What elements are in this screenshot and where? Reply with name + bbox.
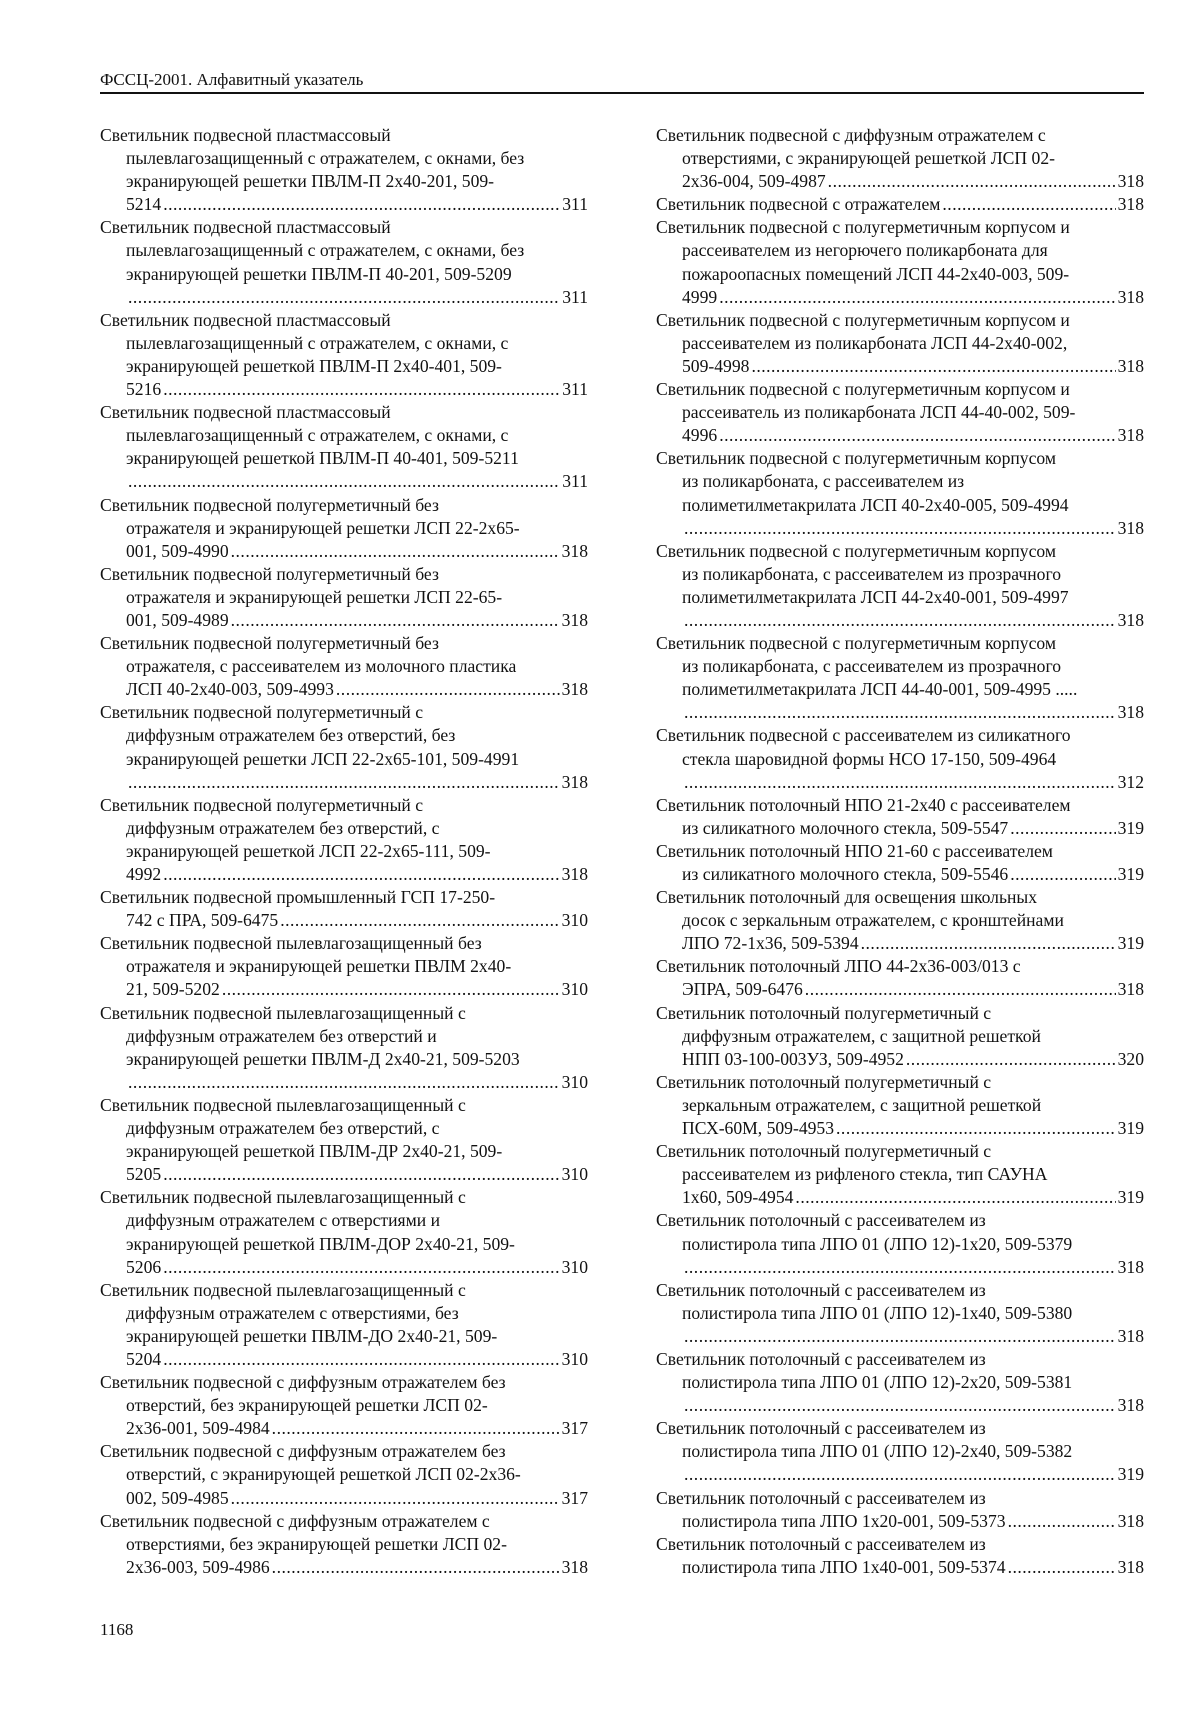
entry-text-line: Светильник потолочный НПО 21-2х40 с рассеивателем: [656, 794, 1071, 815]
entry-text-line: Светильник потолочный с рассеивателем из: [656, 1210, 986, 1231]
entry-last-text: 742 с ПРА, 509-6475: [126, 910, 279, 931]
entry-page-ref: 310: [561, 1071, 588, 1092]
entry-leader-line: [656, 193, 1144, 216]
entry-text-line: диффузным отражателем с отверстиями, без: [126, 1302, 459, 1323]
entry-page-ref: 319: [1117, 933, 1144, 954]
entry-leader-line: [682, 1394, 1144, 1417]
entry-last-text: 5205: [126, 1164, 162, 1185]
entry-text-line: экранирующей решетки ПВЛМ-П 2х40-201, 509-: [126, 171, 495, 192]
index-entry: [656, 1002, 1144, 1071]
entry-text-line: стекла шаровидной формы НСО 17-150, 509-4964: [682, 748, 1057, 769]
dot-leader: [684, 609, 1116, 632]
dot-leader: [836, 1117, 1116, 1140]
index-entry: [100, 1440, 588, 1509]
entry-text-line: экранирующей решеткой ПВЛМ-ДОР 2х40-21, 509-: [126, 1233, 515, 1254]
dot-leader: [163, 1348, 559, 1371]
entry-leader-line: [126, 286, 588, 309]
entry-page-ref: 319: [1117, 817, 1144, 838]
entry-page-ref: 310: [561, 979, 588, 1000]
entry-page-ref: 318: [561, 1556, 588, 1577]
index-entry: [656, 886, 1144, 955]
entry-page-ref: 311: [562, 471, 588, 492]
entry-text-line: экранирующей решетки ПВЛМ-ДО 2х40-21, 509-: [126, 1325, 498, 1346]
entry-last-text: 001, 509-4990: [126, 540, 229, 561]
dot-leader: [222, 978, 560, 1001]
entry-page-ref: 318: [1117, 1256, 1144, 1277]
entry-text-line: рассеиватель из поликарбоната ЛСП 44-40-002, 509-: [682, 402, 1076, 423]
entry-last-text: 4999: [682, 286, 718, 307]
entry-text-line: пылевлагозащищенный с отражателем, с окнами, с: [126, 425, 509, 446]
entry-text-line: Светильник подвесной пластмассовый: [100, 309, 391, 330]
entry-text-line: диффузным отражателем с отверстиями и: [126, 1210, 440, 1231]
entry-last-text: 2х36-004, 509-4987: [682, 171, 826, 192]
dot-leader: [684, 771, 1116, 794]
entry-leader-line: [126, 863, 588, 886]
entry-text-line: экранирующей решеткой ПВЛМ-П 2х40-401, 509-: [126, 355, 502, 376]
dot-leader: [272, 1556, 560, 1579]
entry-last-text: 5206: [126, 1256, 162, 1277]
entry-leader-line: [682, 1256, 1144, 1279]
entry-text-line: полиметилметакрилата ЛСП 40-2х40-005, 509-4994: [682, 494, 1069, 515]
entry-text-line: Светильник подвесной полугерметичный без: [100, 563, 439, 584]
entry-text-line: Светильник потолочный полугерметичный с: [656, 1141, 992, 1162]
entry-text-line: Светильник потолочный с рассеивателем из: [656, 1533, 986, 1554]
index-entry: [656, 124, 1144, 193]
entry-leader-line: [126, 978, 588, 1001]
entry-text-line: полистирола типа ЛПО 01 (ЛПО 12)-2х40, 509-5382: [682, 1441, 1073, 1462]
entry-last-text: полистирола типа ЛПО 1х40-001, 509-5374: [682, 1556, 1006, 1577]
entry-text-line: Светильник подвесной полугерметичный без: [100, 633, 439, 654]
entry-text-line: Светильник подвесной с полугерметичным корпусом: [656, 448, 1056, 469]
dot-leader: [280, 909, 559, 932]
dot-leader: [751, 355, 1115, 378]
entry-last-text: из силикатного молочного стекла, 509-5546: [682, 864, 1009, 884]
index-entry: [656, 216, 1144, 308]
entry-last-text: 1х60, 509-4954: [682, 1187, 794, 1208]
dot-leader: [1010, 817, 1115, 840]
entry-text-line: полистирола типа ЛПО 01 (ЛПО 12)-1х40, 509-5380: [682, 1302, 1073, 1323]
entry-page-ref: 311: [562, 379, 588, 400]
dot-leader: [231, 1487, 560, 1510]
dot-leader: [163, 193, 560, 216]
index-entry: [656, 840, 1144, 886]
entry-text-line: экранирующей решетки ПВЛМ-П 40-201, 509-5209: [126, 263, 512, 284]
entry-page-ref: 318: [1117, 517, 1144, 538]
index-entry: [100, 494, 588, 563]
entry-page-ref: 319: [1117, 1187, 1144, 1208]
entry-page-ref: 318: [561, 609, 588, 630]
entry-page-ref: 312: [1117, 771, 1144, 792]
entry-text-line: Светильник потолочный ЛПО 44-2х36-003/013 с: [656, 956, 1021, 977]
dot-leader: [231, 609, 560, 632]
entry-text-line: зеркальным отражателем, с защитной решеткой: [682, 1094, 1042, 1115]
entry-text-line: из поликарбоната, с рассеивателем из: [682, 471, 965, 492]
entry-text-line: Светильник подвесной пластмассовый: [100, 402, 391, 423]
entry-text-line: из поликарбоната, с рассеивателем из прозрачного: [682, 563, 1062, 584]
entry-leader-line: [682, 978, 1144, 1001]
entry-page-ref: 310: [561, 1256, 588, 1277]
entry-text-line: Светильник подвесной с полугерметичным корпусом: [656, 633, 1056, 654]
entry-page-ref: 310: [561, 1348, 588, 1369]
index-column-left: [100, 124, 588, 1579]
entry-leader-line: [126, 1417, 588, 1440]
entry-leader-line: [126, 1487, 588, 1510]
index-entry: [656, 1071, 1144, 1140]
dot-leader: [1008, 1556, 1116, 1579]
index-entry: [100, 563, 588, 632]
entry-text-line: Светильник подвесной с диффузным отражателем с: [100, 1510, 490, 1531]
entry-text-line: Светильник подвесной полугерметичный с: [100, 794, 424, 815]
entry-last-text: ЛПО 72-1х36, 509-5394: [682, 933, 859, 954]
entry-text-line: отверстий, с экранирующей решеткой ЛСП 02-2х36-: [126, 1464, 521, 1485]
entry-text-line: Светильник потолочный с рассеивателем из: [656, 1418, 986, 1439]
entry-text-line: Светильник подвесной пылевлагозащищенный без: [100, 933, 482, 954]
index-entry: [656, 724, 1144, 793]
entry-text-line: Светильник подвесной пылевлагозащищенный с: [100, 1094, 466, 1115]
dot-leader: [1008, 1510, 1116, 1533]
dot-leader: [719, 424, 1115, 447]
entry-last-text: 4996: [682, 425, 718, 446]
index-entry: [100, 1510, 588, 1579]
dot-leader: [128, 771, 560, 794]
index-entry: [100, 794, 588, 886]
index-entry: [100, 701, 588, 793]
index-entry: [656, 309, 1144, 378]
entry-leader-line: [682, 609, 1144, 632]
entry-page-ref: 318: [1117, 979, 1144, 1000]
dot-leader: [163, 378, 560, 401]
entry-page-ref: 318: [1117, 1395, 1144, 1416]
index-entry: [100, 124, 588, 216]
entry-text-line: экранирующей решеткой ПВЛМ-П 40-401, 509-5211: [126, 448, 519, 469]
entry-last-text: полистирола типа ЛПО 1х20-001, 509-5373: [682, 1510, 1006, 1531]
index-entry: [656, 193, 1144, 216]
entry-leader-line: [682, 1048, 1144, 1071]
dot-leader: [684, 517, 1116, 540]
entry-leader-line: [682, 932, 1144, 955]
entry-leader-line: [682, 517, 1144, 540]
entry-text-line: диффузным отражателем без отверстий и: [126, 1025, 437, 1046]
entry-text-line: диффузным отражателем без отверстий, с: [126, 817, 440, 838]
entry-last-text: 21, 509-5202: [126, 979, 220, 1000]
index-column-right: [656, 124, 1144, 1579]
index-entry: [100, 1279, 588, 1371]
entry-page-ref: 317: [561, 1418, 588, 1439]
dot-leader: [336, 678, 560, 701]
entry-text-line: отверстиями, с экранирующей решеткой ЛСП 02-: [682, 148, 1055, 169]
index-entry: [656, 1279, 1144, 1348]
entry-last-text: ЛСП 40-2х40-003, 509-4993: [126, 679, 334, 700]
entry-leader-line: [126, 470, 588, 493]
entry-leader-line: [682, 863, 1144, 886]
entry-last-text: 001, 509-4989: [126, 609, 229, 630]
index-entry: [100, 632, 588, 701]
index-entry: [656, 955, 1144, 1001]
entry-leader-line: [682, 355, 1144, 378]
entry-last-text: 002, 509-4985: [126, 1487, 229, 1508]
index-entry: [656, 1487, 1144, 1533]
dot-leader: [1010, 863, 1115, 886]
entry-last-text: 5214: [126, 194, 162, 215]
header-title: ФССЦ-2001. Алфавитный указатель: [100, 70, 364, 89]
entry-leader-line: [682, 771, 1144, 794]
dot-leader: [684, 1256, 1116, 1279]
entry-page-ref: 319: [1117, 1118, 1144, 1139]
entry-leader-line: [126, 378, 588, 401]
index-entry: [100, 401, 588, 493]
dot-leader: [128, 286, 560, 309]
entry-text-line: полиметилметакрилата ЛСП 44-40-001, 509-4995 .....: [682, 679, 1078, 700]
index-entry: [100, 1186, 588, 1278]
entry-text-line: рассеивателем из поликарбоната ЛСП 44-2х40-002,: [682, 332, 1068, 353]
entry-text-line: отражателя и экранирующей решетки ЛСП 22-2х65-: [126, 517, 520, 538]
entry-leader-line: [682, 1463, 1144, 1486]
entry-page-ref: 318: [1117, 1510, 1144, 1531]
entry-text-line: полиметилметакрилата ЛСП 44-2х40-001, 509-4997: [682, 586, 1069, 607]
entry-text-line: отражателя и экранирующей решетки ЛСП 22-65-: [126, 586, 503, 607]
entry-text-line: Светильник подвесной пылевлагозащищенный с: [100, 1279, 466, 1300]
entry-text-line: Светильник потолочный для освещения школьных: [656, 887, 1038, 908]
index-entry: [656, 1533, 1144, 1579]
entry-text-line: Светильник подвесной полугерметичный с: [100, 702, 424, 723]
entry-last-text: 5216: [126, 379, 162, 400]
entry-leader-line: [682, 817, 1144, 840]
entry-page-ref: 317: [561, 1487, 588, 1508]
entry-text-line: Светильник потолочный с рассеивателем из: [656, 1279, 986, 1300]
entry-text-line: Светильник потолочный НПО 21-60 с рассеивателем: [656, 840, 1053, 861]
entry-page-ref: 310: [561, 910, 588, 931]
dot-leader: [272, 1417, 560, 1440]
entry-leader-line: [682, 424, 1144, 447]
entry-text-line: Светильник подвесной полугерметичный без: [100, 494, 439, 515]
entry-page-ref: 318: [1117, 1556, 1144, 1577]
entry-last-text: из силикатного молочного стекла, 509-5547: [682, 817, 1009, 838]
entry-text-line: Светильник подвесной с полугерметичным корпусом и: [656, 379, 1070, 400]
entry-last-text: 5204: [126, 1348, 162, 1369]
index-entry: [100, 932, 588, 1001]
entry-text-line: пожароопасных помещений ЛСП 44-2х40-003, 509-: [682, 263, 1070, 284]
dot-leader: [684, 1394, 1116, 1417]
dot-leader: [828, 170, 1116, 193]
dot-leader: [805, 978, 1116, 1001]
index-entry: [100, 1094, 588, 1186]
running-header: [100, 70, 1144, 94]
dot-leader: [942, 193, 1115, 216]
entry-last-text: ЭПРА, 509-6476: [682, 979, 803, 1000]
entry-page-ref: 311: [562, 286, 588, 307]
entry-last-text: ПСХ-60М, 509-4953: [682, 1118, 835, 1139]
entry-page-ref: 318: [561, 679, 588, 700]
entry-text-line: Светильник подвесной с полугерметичным корпусом и: [656, 217, 1070, 238]
page-number: 1168: [100, 1620, 134, 1639]
entry-leader-line: [126, 678, 588, 701]
entry-leader-line: [682, 1556, 1144, 1579]
entry-leader-line: [126, 771, 588, 794]
entry-leader-line: [682, 1325, 1144, 1348]
entry-page-ref: 318: [1117, 355, 1144, 376]
dot-leader: [719, 286, 1115, 309]
dot-leader: [795, 1186, 1115, 1209]
dot-leader: [906, 1048, 1116, 1071]
entry-text-line: диффузным отражателем без отверстий, без: [126, 725, 456, 746]
entry-leader-line: [126, 1163, 588, 1186]
entry-text-line: отверстиями, без экранирующей решетки ЛСП 02-: [126, 1533, 507, 1554]
entry-page-ref: 318: [561, 771, 588, 792]
entry-page-ref: 318: [1117, 425, 1144, 446]
entry-page-ref: 318: [1117, 171, 1144, 192]
entry-leader-line: [126, 909, 588, 932]
entry-page-ref: 318: [1117, 194, 1144, 215]
index-entry: [656, 378, 1144, 447]
entry-page-ref: 318: [561, 864, 588, 884]
entry-text-line: Светильник потолочный полугерметичный с: [656, 1002, 992, 1023]
dot-leader: [163, 1163, 559, 1186]
entry-leader-line: [682, 1117, 1144, 1140]
entry-text-line: Светильник потолочный с рассеивателем из: [656, 1348, 986, 1369]
index-entry: [656, 447, 1144, 539]
entry-leader-line: [126, 1556, 588, 1579]
entry-text-line: диффузным отражателем без отверстий, с: [126, 1118, 440, 1139]
entry-text-line: полистирола типа ЛПО 01 (ЛПО 12)-2х20, 509-5381: [682, 1372, 1073, 1393]
entry-last-text: Светильник подвесной с отражателем: [656, 194, 941, 215]
index-entry: [656, 540, 1144, 632]
entry-leader-line: [126, 193, 588, 216]
dot-leader: [684, 701, 1116, 724]
index-entry: [100, 309, 588, 401]
entry-text-line: экранирующей решетки ПВЛМ-Д 2х40-21, 509-5203: [126, 1048, 520, 1069]
entry-page-ref: 311: [562, 194, 588, 215]
entry-leader-line: [682, 286, 1144, 309]
entry-page-ref: 318: [1117, 286, 1144, 307]
entry-leader-line: [126, 1348, 588, 1371]
index-entry: [656, 632, 1144, 724]
entry-leader-line: [682, 1510, 1144, 1533]
index-entry: [100, 1371, 588, 1440]
entry-text-line: Светильник подвесной с диффузным отражателем без: [100, 1372, 506, 1393]
dot-leader: [861, 932, 1116, 955]
entry-text-line: Светильник подвесной пылевлагозащищенный с: [100, 1002, 466, 1023]
index-entry: [100, 1002, 588, 1094]
entry-text-line: Светильник подвесной пылевлагозащищенный с: [100, 1187, 466, 1208]
entry-text-line: рассеивателем из негорючего поликарбоната для: [682, 240, 1048, 261]
entry-page-ref: 320: [1117, 1048, 1144, 1069]
entry-leader-line: [126, 609, 588, 632]
entry-last-text: НПП 03-100-003УЗ, 509-4952: [682, 1048, 904, 1069]
entry-text-line: Светильник подвесной промышленный ГСП 17-250-: [100, 887, 496, 908]
entry-last-text: 509-4998: [682, 355, 750, 376]
entry-page-ref: 319: [1117, 1464, 1144, 1485]
entry-text-line: диффузным отражателем, с защитной решеткой: [682, 1025, 1041, 1046]
entry-text-line: отражателя и экранирующей решетки ПВЛМ 2х40-: [126, 956, 512, 977]
entry-text-line: экранирующей решеткой ПВЛМ-ДР 2х40-21, 509-: [126, 1141, 503, 1162]
entry-text-line: Светильник подвесной с полугерметичным корпусом и: [656, 309, 1070, 330]
entry-text-line: экранирующей решетки ЛСП 22-2х65-101, 509-4991: [126, 748, 520, 769]
entry-text-line: из поликарбоната, с рассеивателем из прозрачного: [682, 656, 1062, 677]
entry-text-line: полистирола типа ЛПО 01 (ЛПО 12)-1х20, 509-5379: [682, 1233, 1073, 1254]
entry-last-text: 2х36-003, 509-4986: [126, 1556, 270, 1577]
entry-last-text: 4992: [126, 864, 162, 884]
entry-page-ref: 318: [561, 540, 588, 561]
index-entry: [100, 216, 588, 308]
index-entry: [656, 1417, 1144, 1486]
dot-leader: [128, 1071, 560, 1094]
entry-last-text: 2х36-001, 509-4984: [126, 1418, 270, 1439]
entry-text-line: досок с зеркальным отражателем, с кронштейнами: [682, 910, 1064, 931]
entry-leader-line: [126, 540, 588, 563]
entry-leader-line: [126, 1256, 588, 1279]
entry-text-line: Светильник потолочный полугерметичный с: [656, 1071, 992, 1092]
entry-page-ref: 310: [561, 1164, 588, 1185]
dot-leader: [231, 540, 560, 563]
entry-text-line: рассеивателем из рифленого стекла, тип САУНА: [682, 1164, 1048, 1185]
index-entry: [656, 1140, 1144, 1209]
entry-text-line: отверстий, без экранирующей решетки ЛСП 02-: [126, 1395, 488, 1416]
entry-text-line: Светильник подвесной с диффузным отражателем без: [100, 1441, 506, 1462]
dot-leader: [163, 1256, 559, 1279]
entry-text-line: Светильник потолочный с рассеивателем из: [656, 1487, 986, 1508]
index-entry: [656, 1209, 1144, 1278]
dot-leader: [163, 863, 559, 886]
entry-text-line: пылевлагозащищенный с отражателем, с окнами, без: [126, 148, 525, 169]
entry-text-line: Светильник подвесной пластмассовый: [100, 217, 391, 238]
entry-text-line: Светильник подвесной с полугерметичным корпусом: [656, 540, 1056, 561]
entry-leader-line: [682, 701, 1144, 724]
entry-page-ref: 319: [1117, 864, 1144, 884]
index-entry: [656, 794, 1144, 840]
entry-text-line: экранирующей решеткой ЛСП 22-2х65-111, 509-: [126, 840, 491, 861]
entry-page-ref: 318: [1117, 1325, 1144, 1346]
entry-leader-line: [126, 1071, 588, 1094]
entry-text-line: отражателя, с рассеивателем из молочного пластика: [126, 656, 517, 677]
index-entry: [656, 1348, 1144, 1417]
index-entry: [100, 886, 588, 932]
dot-leader: [684, 1463, 1116, 1486]
entry-text-line: Светильник подвесной с диффузным отражателем с: [656, 125, 1046, 145]
dot-leader: [128, 470, 560, 493]
entry-text-line: пылевлагозащищенный с отражателем, с окнами, с: [126, 332, 509, 353]
entry-text-line: Светильник подвесной с рассеивателем из силикатного: [656, 725, 1071, 746]
entry-text-line: пылевлагозащищенный с отражателем, с окнами, без: [126, 240, 525, 261]
entry-text-line: Светильник подвесной пластмассовый: [100, 125, 391, 145]
entry-leader-line: [682, 170, 1144, 193]
dot-leader: [684, 1325, 1116, 1348]
entry-leader-line: [682, 1186, 1144, 1209]
entry-page-ref: 318: [1117, 702, 1144, 723]
entry-page-ref: 318: [1117, 609, 1144, 630]
